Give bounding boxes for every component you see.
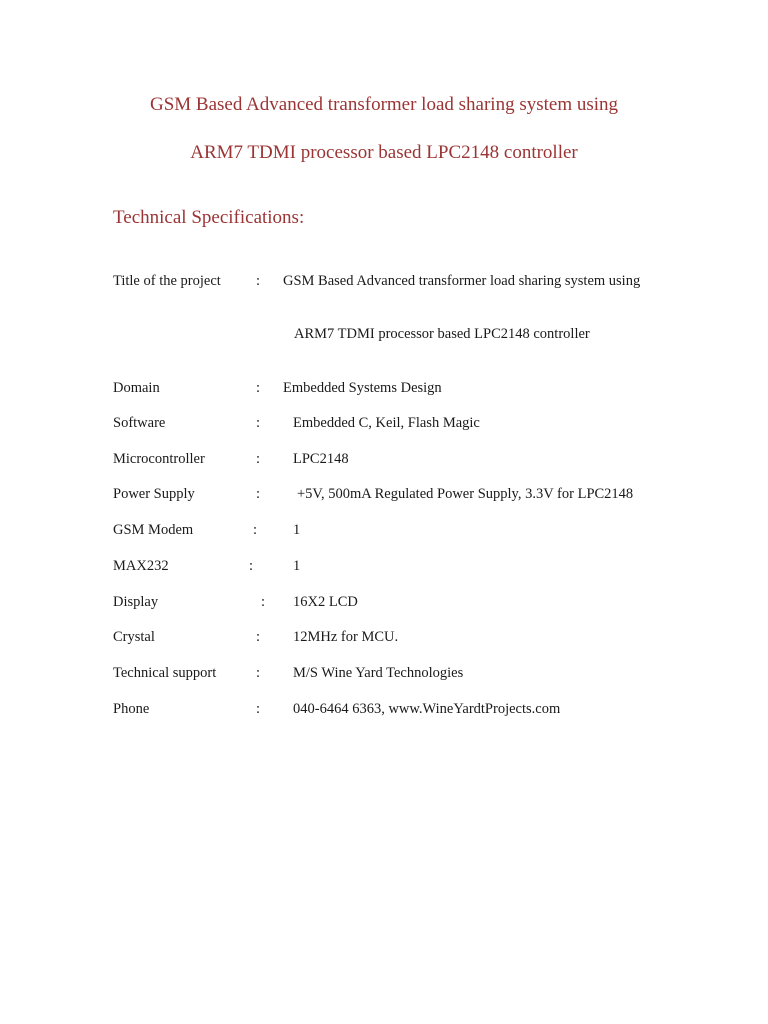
- spec-label: Microcontroller: [113, 451, 205, 467]
- spec-row-domain: [0, 380, 768, 400]
- spec-value: LPC2148: [293, 451, 349, 467]
- spec-separator: :: [253, 522, 258, 538]
- document-title-line-1: GSM Based Advanced transformer load sharing system using: [149, 94, 619, 115]
- spec-value: Embedded C, Keil, Flash Magic: [293, 415, 480, 431]
- spec-separator: :: [256, 701, 261, 717]
- spec-separator: :: [261, 594, 266, 610]
- spec-title-continuation: ARM7 TDMI processor based LPC2148 controller: [294, 326, 590, 342]
- spec-row-phone: [0, 701, 768, 721]
- spec-row-title: [0, 273, 768, 293]
- spec-label: Technical support: [113, 665, 217, 681]
- section-heading: Technical Specifications:: [113, 207, 305, 228]
- spec-separator: :: [249, 558, 254, 574]
- spec-label: Software: [113, 415, 166, 431]
- spec-separator: :: [256, 486, 261, 502]
- document-title-line-2: ARM7 TDMI processor based LPC2148 controller: [190, 142, 578, 163]
- spec-row-technical-support: [0, 665, 768, 685]
- spec-label: Phone: [113, 701, 150, 717]
- spec-separator: :: [256, 273, 261, 289]
- spec-label: Power Supply: [113, 486, 195, 502]
- spec-label: MAX232: [113, 558, 169, 574]
- spec-value: 16X2 LCD: [293, 594, 358, 610]
- spec-label: Title of the project: [113, 273, 221, 289]
- spec-value: 12MHz for MCU.: [293, 629, 399, 645]
- spec-value: 040-6464 6363, www.WineYardtProjects.com: [293, 701, 561, 717]
- spec-label: Domain: [113, 380, 160, 396]
- spec-row-gsm-modem: [0, 522, 768, 542]
- spec-row-max232: [0, 558, 768, 578]
- spec-label: GSM Modem: [113, 522, 194, 538]
- spec-value: 1: [293, 558, 301, 574]
- spec-label: Crystal: [113, 629, 155, 645]
- spec-label: Display: [113, 594, 159, 610]
- spec-value: 1: [293, 522, 301, 538]
- spec-row-microcontroller: [0, 451, 768, 471]
- spec-row-crystal: [0, 629, 768, 649]
- spec-row-power-supply: [0, 486, 768, 506]
- spec-separator: :: [256, 629, 261, 645]
- spec-value: GSM Based Advanced transformer load sharing system using: [283, 273, 641, 289]
- spec-separator: :: [256, 451, 261, 467]
- spec-row-display: [0, 594, 768, 614]
- spec-separator: :: [256, 665, 261, 681]
- spec-value: M/S Wine Yard Technologies: [293, 665, 464, 681]
- spec-value: Embedded Systems Design: [283, 380, 442, 396]
- spec-separator: :: [256, 380, 261, 396]
- spec-value: +5V, 500mA Regulated Power Supply, 3.3V for LPC2148: [297, 486, 634, 502]
- spec-row-software: [0, 415, 768, 435]
- spec-separator: :: [256, 415, 261, 431]
